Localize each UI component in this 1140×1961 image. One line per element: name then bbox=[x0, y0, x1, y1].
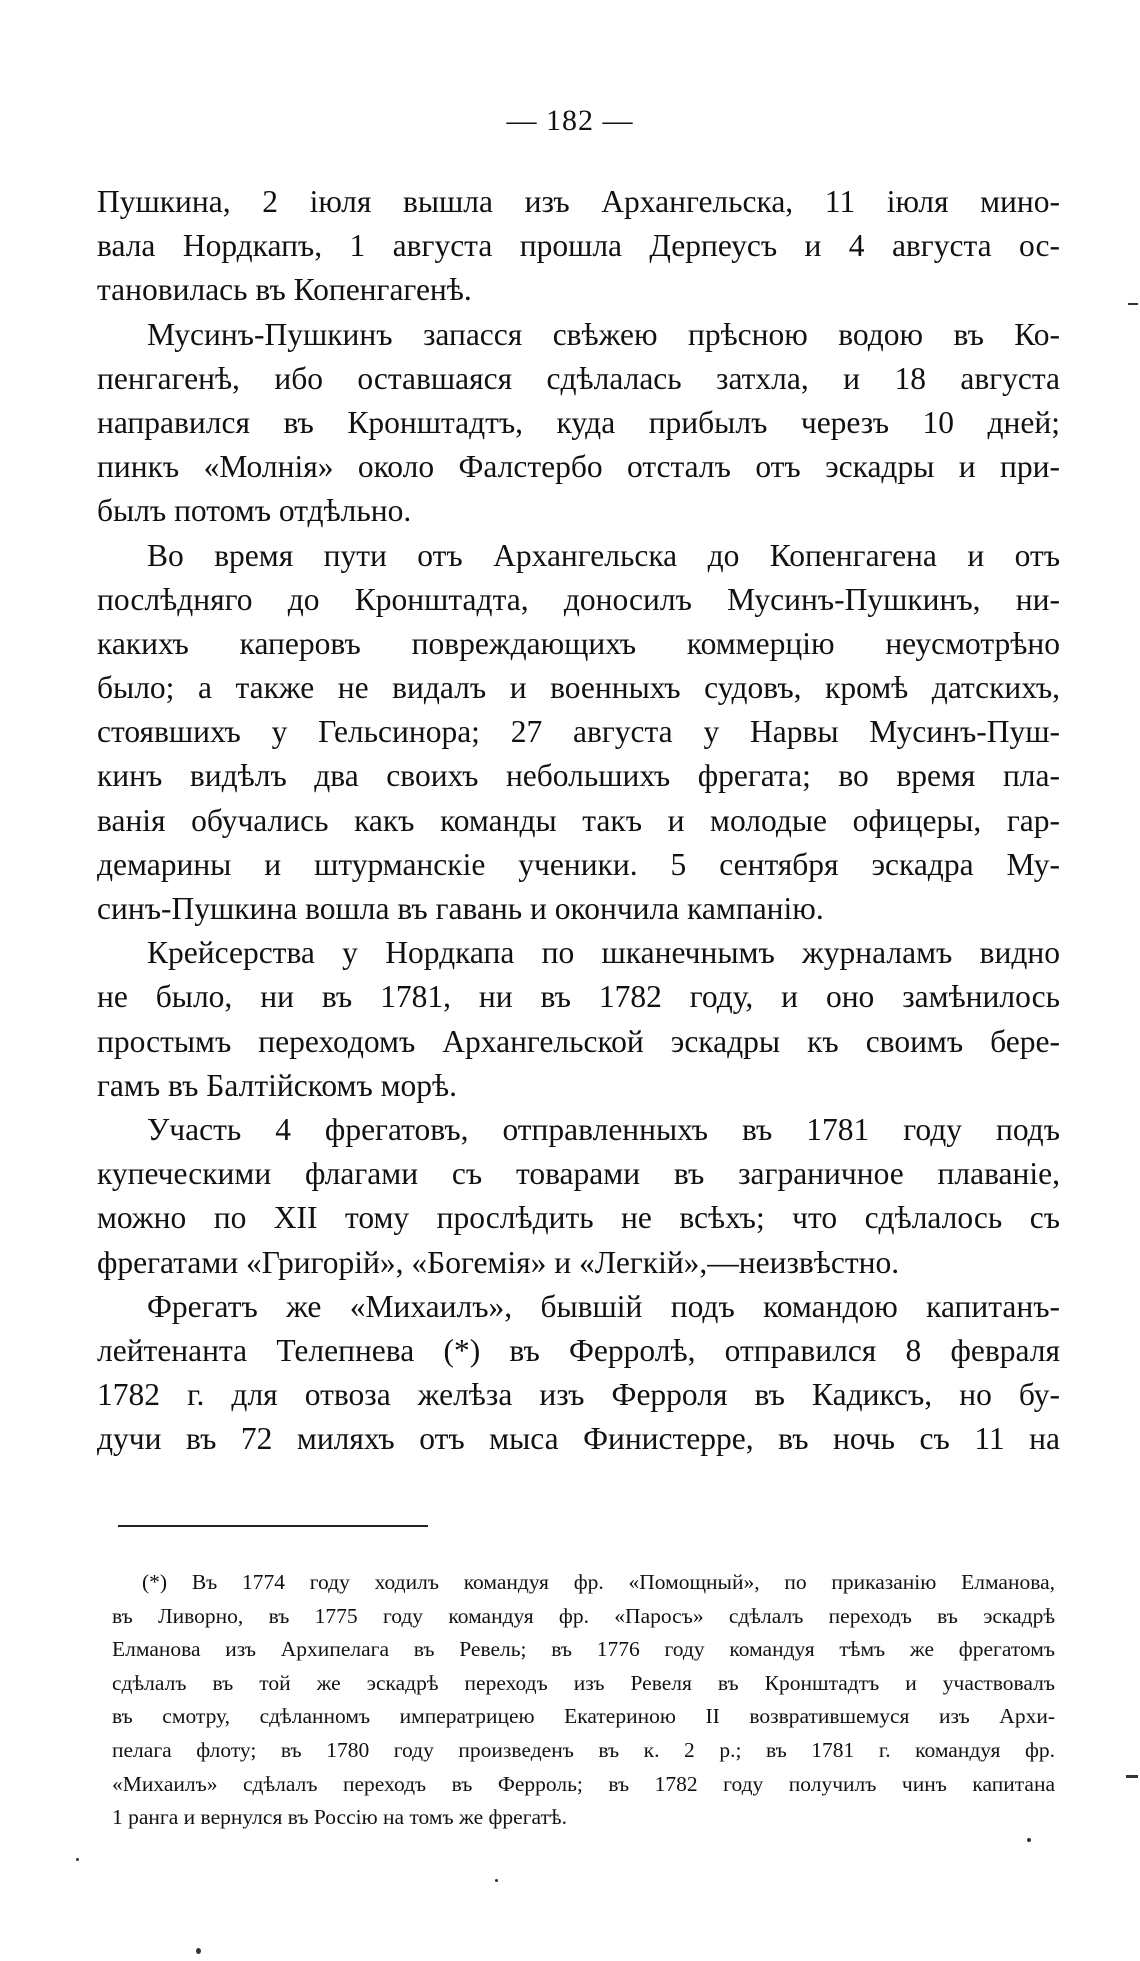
footnote-line: 1 ранга и вернулся въ Россію на томъ же фрегатѣ. bbox=[112, 1805, 567, 1830]
footnote bbox=[112, 1566, 1055, 1835]
text-line: не было, ни въ 1781, ни въ 1782 году, и оно замѣнилось bbox=[97, 979, 1060, 1015]
text-line: былъ потомъ отдѣльно. bbox=[97, 493, 412, 529]
footnote-line: пелага флоту; въ 1780 году произведенъ въ к. 2 р.; въ 1781 г. командуя фр. bbox=[112, 1737, 1055, 1762]
text-line: фрегатами «Григорій», «Богемія» и «Легкій»,—неизвѣстно. bbox=[97, 1244, 900, 1280]
text-line: было; а также не видалъ и военныхъ судовъ, кромѣ датскихъ, bbox=[97, 670, 1060, 706]
text-line: купеческими флагами съ товарами въ заграничное плаваніе, bbox=[97, 1156, 1060, 1192]
paragraph bbox=[97, 534, 1060, 932]
text-line: Пушкина, 2 іюля вышла изъ Архангельска, 11 іюля мино- bbox=[97, 184, 1060, 219]
main-text bbox=[97, 180, 1060, 1461]
footnote-separator bbox=[118, 1525, 428, 1527]
text-line: Фрегатъ же «Михаилъ», бывшій подъ командою капитанъ- bbox=[147, 1288, 1060, 1324]
text-line: лейтенанта Телепнева (*) въ Ферролѣ, отправился 8 февраля bbox=[97, 1332, 1060, 1368]
footnote-line: сдѣлалъ въ той же эскадрѣ переходъ изъ Ревеля въ Кронштадтъ и участвовалъ bbox=[112, 1670, 1055, 1695]
footnote-line: въ Ливорно, въ 1775 году командуя фр. «Паросъ» сдѣлалъ переходъ въ эскадрѣ bbox=[112, 1603, 1055, 1628]
text-line: ванія обучались какъ команды такъ и молодые офицеры, гар- bbox=[97, 802, 1060, 838]
scan-edge-mark bbox=[1128, 303, 1138, 305]
footnote-line: (*) Въ 1774 году ходилъ командуя фр. «Помощный», по приказанію Елманова, bbox=[142, 1570, 1055, 1594]
text-line: гамъ въ Балтійскомъ морѣ. bbox=[97, 1067, 458, 1103]
paragraph bbox=[97, 1108, 1060, 1285]
scan-speck bbox=[495, 1879, 498, 1882]
scan-speck bbox=[1027, 1838, 1031, 1842]
text-line: простымъ переходомъ Архангельской эскадры къ своимъ бере- bbox=[97, 1023, 1060, 1059]
text-line: 1782 г. для отвоза желѣза изъ Ферроля въ Кадиксъ, но бу- bbox=[97, 1377, 1060, 1413]
scan-edge-mark bbox=[1126, 1775, 1138, 1778]
text-line: пенгагенѣ, ибо оставшаяся сдѣлалась затхла, и 18 августа bbox=[97, 360, 1060, 396]
text-line: какихъ каперовъ повреждающихъ коммерцію неусмотрѣно bbox=[97, 625, 1060, 661]
text-line: послѣдняго до Кронштадта, доносилъ Мусинъ-Пушкинъ, ни- bbox=[97, 581, 1060, 617]
scan-speck bbox=[76, 1858, 79, 1861]
footnote-line: въ смотру, сдѣланномъ императрицею Екатериною II возвратившемуся изъ Архи- bbox=[112, 1704, 1055, 1729]
footnote-line: Елманова изъ Архипелага въ Ревель; въ 1776 году командуя тѣмъ же фрегатомъ bbox=[112, 1637, 1055, 1662]
text-line: Мусинъ-Пушкинъ запасся свѣжею прѣсною водою въ Ко- bbox=[147, 316, 1060, 352]
scan-speck bbox=[196, 1948, 201, 1954]
text-line: демарины и штурманскіе ученики. 5 сентября эскадра Му- bbox=[97, 846, 1060, 882]
text-line: Участь 4 фрегатовъ, отправленныхъ въ 1781 году подъ bbox=[147, 1111, 1060, 1147]
text-line: пинкъ «Молнія» около Фалстербо отсталъ отъ эскадры и при- bbox=[97, 449, 1060, 485]
text-line: Крейсерства у Нордкапа по шканечнымъ журналамъ видно bbox=[147, 935, 1060, 971]
text-line: кинъ видѣлъ два своихъ небольшихъ фрегата; во время пла- bbox=[97, 758, 1060, 794]
text-line: синъ-Пушкина вошла въ гавань и окончила кампанію. bbox=[97, 891, 824, 926]
text-line: направился въ Кронштадтъ, куда прибылъ черезъ 10 дней; bbox=[97, 404, 1060, 440]
text-line: дучи въ 72 миляхъ отъ мыса Финистерре, въ ночь съ 11 на bbox=[97, 1421, 1060, 1457]
paragraph bbox=[97, 180, 1060, 313]
paragraph bbox=[97, 313, 1060, 534]
text-line: стоявшихъ у Гельсинора; 27 августа у Нарвы Мусинъ-Пуш- bbox=[97, 714, 1060, 750]
text-line: Во время пути отъ Архангельска до Копенгагена и отъ bbox=[147, 537, 1060, 573]
text-line: тановилась въ Копенгагенѣ. bbox=[97, 272, 472, 308]
text-line: вала Нордкапъ, 1 августа прошла Дерпеусъ и 4 августа ос- bbox=[97, 228, 1060, 264]
page-number: — 182 — bbox=[506, 104, 634, 137]
paragraph bbox=[97, 1285, 1060, 1462]
text-line: можно по XII тому прослѣдить не всѣхъ; что сдѣлалось съ bbox=[97, 1200, 1060, 1236]
footnote-line: «Михаилъ» сдѣлалъ переходъ въ Ферроль; въ 1782 году получилъ чинъ капитана bbox=[112, 1771, 1055, 1796]
paragraph bbox=[97, 931, 1060, 1108]
